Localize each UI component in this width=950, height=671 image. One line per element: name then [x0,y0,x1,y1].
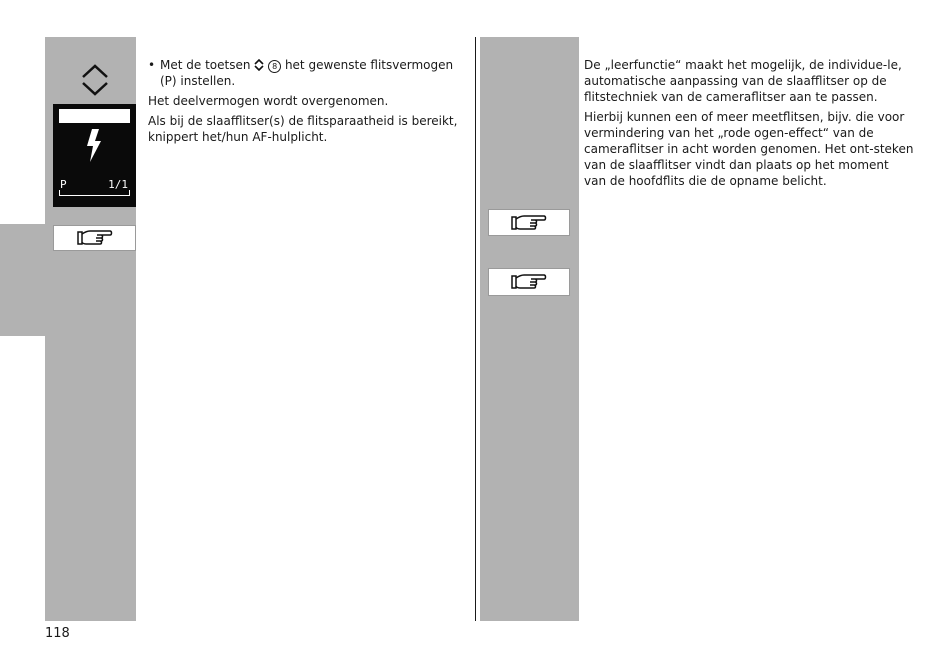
right-margin-column [480,37,579,621]
display-mode-label: P [60,178,67,191]
display-scale-tick [129,190,130,196]
paragraph-measuring-flashes: Hierbij kunnen een of meer meetflitsen, bijv. die voor vermindering van het „rode ogen-effect“ van de cameraflitser in acht worden genomen. Het ont-steken van de slaafflitser vindt dan plaats op het moment van de hoofdflits die de opname belicht. [584,110,914,188]
up-down-arrows-icon [78,62,112,98]
display-top-bar [59,109,130,123]
flash-display [53,104,136,207]
note-box [488,209,570,236]
pointing-hand-icon [77,229,113,247]
instruction-bullet [148,57,473,89]
flash-icon [85,129,102,162]
display-power-value: 1/1 [108,178,128,191]
pointing-hand-icon [511,273,547,291]
instruction-text-start: Met de toetsen [160,58,251,72]
display-scale-line [59,195,130,196]
left-text-column [148,57,473,149]
chapter-thumb-tab [0,224,45,336]
column-divider [475,37,476,621]
key-number-badge: 8 [268,60,281,73]
instruction-text-end: het gewenste flitsvermogen (P) instellen. [160,58,454,88]
bullet-symbol: • [148,58,156,72]
page-number: 118 [45,626,70,641]
pointing-hand-icon [511,214,547,232]
paragraph-partial-power: Het deelvermogen wordt overgenomen. [148,94,389,108]
note-box [488,268,570,296]
up-down-small-icon [254,59,264,71]
note-box [53,225,136,251]
paragraph-af-light: Als bij de slaafflitser(s) de flitsparaatheid is bereikt, knippert het/hun AF-hulplicht. [148,114,458,144]
right-text-column [584,57,914,193]
paragraph-learn-function: De „leerfunctie“ maakt het mogelijk, de individue-le, automatische aanpassing van de slaafflitser op de flitstechniek van de cameraflitser aan te passen. [584,58,902,104]
